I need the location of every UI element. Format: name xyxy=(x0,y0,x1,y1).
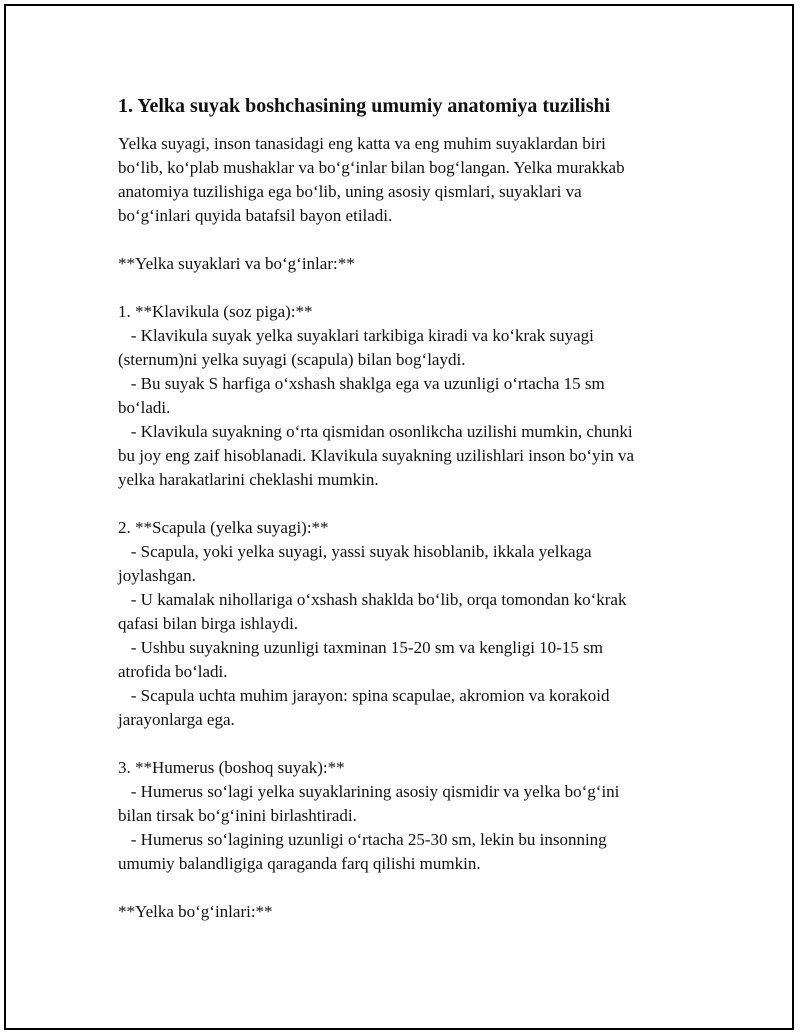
spacer xyxy=(118,732,698,756)
section-line: qafasi bilan birga ishlaydi. xyxy=(118,614,299,633)
section-line: - Klavikula suyak yelka suyaklari tarkibiga kiradi va ko‘krak suyagi xyxy=(118,326,594,345)
section-line: - Humerus so‘lagi yelka suyaklarining asosiy qismidir va yelka bo‘g‘ini xyxy=(118,782,620,801)
section-heading: 3. **Humerus (boshoq suyak):** xyxy=(118,758,345,777)
section-line: - U kamalak nihollariga o‘xshash shaklda bo‘lib, orqa tomondan ko‘krak xyxy=(118,590,627,609)
spacer xyxy=(118,492,698,516)
section-line: - Klavikula suyakning o‘rta qismidan osonlikcha uzilishi mumkin, chunki xyxy=(118,422,633,441)
section-line: joylashgan. xyxy=(118,566,196,585)
bones-heading: **Yelka suyaklari va bo‘g‘inlar:** xyxy=(118,254,355,273)
intro-paragraph xyxy=(118,132,698,228)
section-line: umumiy balandligiga qaraganda farq qilishi mumkin. xyxy=(118,854,481,873)
spacer xyxy=(118,276,698,300)
document-title: 1. Yelka suyak boshchasining umumiy anatomiya tuzilishi xyxy=(118,95,611,117)
section-line: (sternum)ni yelka suyagi (scapula) bilan bog‘laydi. xyxy=(118,350,466,369)
joints-heading: **Yelka bo‘g‘inlari:** xyxy=(118,902,273,921)
scapula-section xyxy=(118,516,698,732)
section-line: jarayonlarga ega. xyxy=(118,710,235,729)
intro-line: Yelka suyagi, inson tanasidagi eng katta va eng muhim suyaklardan biri xyxy=(118,134,606,153)
section-line: bu joy eng zaif hisoblanadi. Klavikula suyakning uzilishlari inson bo‘yin va xyxy=(118,446,635,465)
document-body xyxy=(118,92,698,924)
spacer xyxy=(118,876,698,900)
section-line: - Ushbu suyakning uzunligi taxminan 15-20 sm va kengligi 10-15 sm xyxy=(118,638,603,657)
section-heading: 1. **Klavikula (soz piga):** xyxy=(118,302,313,321)
intro-line: bo‘lib, ko‘plab mushaklar va bo‘g‘inlar bilan bog‘langan. Yelka murakkab xyxy=(118,158,625,177)
klavikula-section xyxy=(118,300,698,492)
section-line: - Scapula, yoki yelka suyagi, yassi suyak hisoblanib, ikkala yelkaga xyxy=(118,542,592,561)
humerus-section xyxy=(118,756,698,876)
section-heading: 2. **Scapula (yelka suyagi):** xyxy=(118,518,329,537)
section-line: - Scapula uchta muhim jarayon: spina scapulae, akromion va korakoid xyxy=(118,686,610,705)
section-line: - Humerus so‘lagining uzunligi o‘rtacha 25-30 sm, lekin bu insonning xyxy=(118,830,607,849)
spacer xyxy=(118,228,698,252)
section-line: yelka harakatlarini cheklashi mumkin. xyxy=(118,470,379,489)
section-line: bo‘ladi. xyxy=(118,398,171,417)
intro-line: anatomiya tuzilishiga ega bo‘lib, uning asosiy qismlari, suyaklari va xyxy=(118,182,582,201)
section-line: bilan tirsak bo‘g‘inini birlashtiradi. xyxy=(118,806,357,825)
section-line: - Bu suyak S harfiga o‘xshash shaklga ega va uzunligi o‘rtacha 15 sm xyxy=(118,374,605,393)
intro-line: bo‘g‘inlari quyida batafsil bayon etiladi. xyxy=(118,206,393,225)
section-line: atrofida bo‘ladi. xyxy=(118,662,228,681)
